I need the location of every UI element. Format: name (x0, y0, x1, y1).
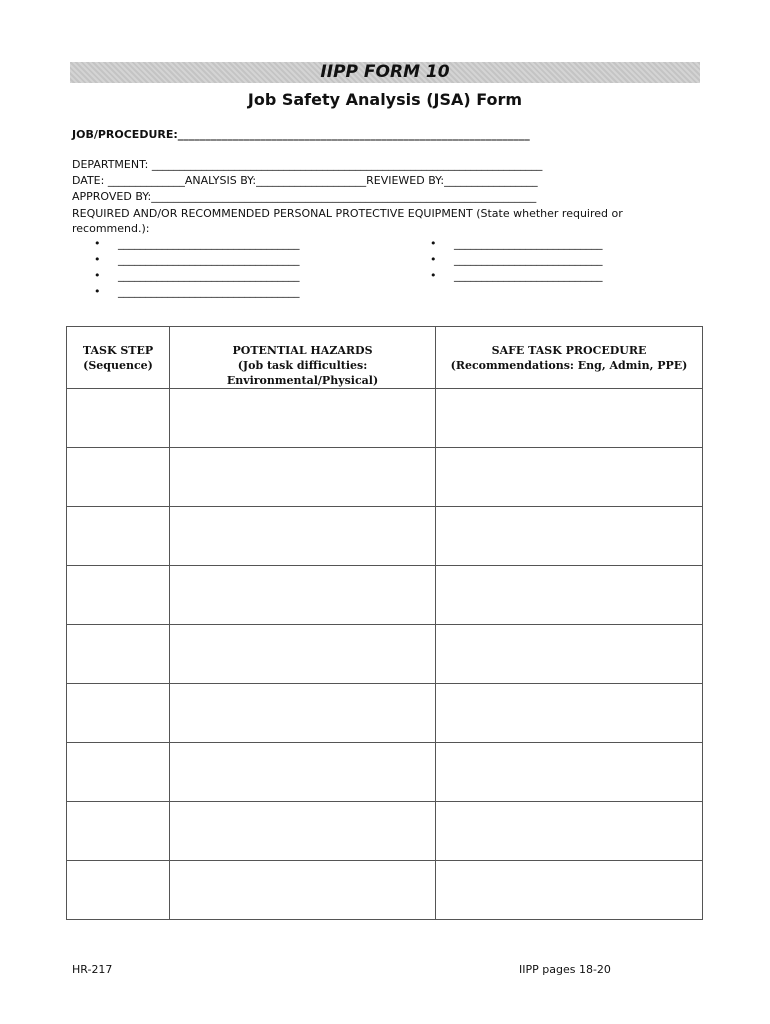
potential-hazards-cell[interactable] (170, 566, 436, 625)
column-header-safe-task-procedure (436, 327, 703, 389)
ppe-blank[interactable]: ___________________________ (454, 269, 603, 282)
ppe-blank[interactable]: _________________________________ (118, 285, 300, 298)
jsa-table (66, 326, 703, 920)
ppe-item[interactable] (408, 236, 603, 252)
form-title: Job Safety Analysis (JSA) Form (247, 90, 523, 109)
department-field[interactable]: DEPARTMENT: _______________________________________________________________________ (72, 158, 543, 171)
table-row (67, 684, 703, 743)
table-row (67, 625, 703, 684)
ppe-item[interactable] (72, 284, 300, 300)
task-step-cell[interactable] (67, 507, 170, 566)
ppe-item[interactable] (72, 268, 300, 284)
bullet-icon: • (94, 253, 101, 266)
ppe-instructions: REQUIRED AND/OR RECOMMENDED PERSONAL PROTECTIVE EQUIPMENT (State whether required or recommend.): (72, 207, 623, 235)
task-step-cell[interactable] (67, 625, 170, 684)
potential-hazards-cell[interactable] (170, 743, 436, 802)
ppe-blank[interactable]: _________________________________ (118, 269, 300, 282)
column-subtitle: (Recommendations: Eng, Admin, PPE) (450, 359, 688, 372)
safe-task-procedure-cell[interactable] (436, 566, 703, 625)
ppe-item[interactable] (408, 268, 603, 284)
potential-hazards-cell[interactable] (170, 802, 436, 861)
ppe-blank[interactable]: _________________________________ (118, 237, 300, 250)
column-header-task-step (67, 327, 170, 389)
task-step-cell[interactable] (67, 743, 170, 802)
task-step-cell[interactable] (67, 566, 170, 625)
potential-hazards-cell[interactable] (170, 389, 436, 448)
form-code: HR-217 (72, 963, 113, 976)
column-subtitle: (Job task difficulties: Environmental/Physical) (226, 359, 379, 387)
ppe-item[interactable] (408, 252, 603, 268)
ppe-blank[interactable]: _________________________________ (118, 253, 300, 266)
table-row (67, 448, 703, 507)
column-title: POTENTIAL HAZARDS (232, 344, 373, 357)
task-step-cell[interactable] (67, 389, 170, 448)
task-step-cell[interactable] (67, 861, 170, 920)
date-analysis-reviewed-field[interactable]: DATE: ______________ANALYSIS BY:____________________REVIEWED BY:_________________ (72, 174, 538, 187)
safe-task-procedure-cell[interactable] (436, 743, 703, 802)
task-step-cell[interactable] (67, 448, 170, 507)
bullet-icon: • (94, 237, 101, 250)
potential-hazards-cell[interactable] (170, 684, 436, 743)
ppe-list-left (72, 236, 300, 300)
ppe-list-right (408, 236, 603, 284)
safe-task-procedure-cell[interactable] (436, 389, 703, 448)
task-step-cell[interactable] (67, 802, 170, 861)
table-row (67, 389, 703, 448)
table-row (67, 802, 703, 861)
ppe-blank[interactable]: ___________________________ (454, 253, 603, 266)
page-reference: IIPP pages 18-20 (519, 963, 611, 976)
ppe-blank[interactable]: ___________________________ (454, 237, 603, 250)
potential-hazards-cell[interactable] (170, 625, 436, 684)
form-number-banner: IIPP FORM 10 (70, 62, 700, 83)
approved-by-field[interactable]: APPROVED BY:______________________________________________________________________ (72, 190, 537, 203)
bullet-icon: • (430, 253, 437, 266)
safe-task-procedure-cell[interactable] (436, 448, 703, 507)
task-step-cell[interactable] (67, 684, 170, 743)
potential-hazards-cell[interactable] (170, 448, 436, 507)
bullet-icon: • (430, 269, 437, 282)
bullet-icon: • (94, 269, 101, 282)
column-subtitle: (Sequence) (83, 359, 153, 372)
ppe-item[interactable] (72, 236, 300, 252)
safe-task-procedure-cell[interactable] (436, 507, 703, 566)
bullet-icon: • (430, 237, 437, 250)
potential-hazards-cell[interactable] (170, 507, 436, 566)
table-row (67, 743, 703, 802)
column-title: SAFE TASK PROCEDURE (491, 344, 647, 357)
column-title: TASK STEP (82, 344, 154, 357)
job-procedure-field[interactable]: JOB/PROCEDURE:________________________________________________________________ (72, 128, 530, 141)
safe-task-procedure-cell[interactable] (436, 861, 703, 920)
table-row (67, 507, 703, 566)
ppe-item[interactable] (72, 252, 300, 268)
bullet-icon: • (94, 285, 101, 298)
table-row (67, 861, 703, 920)
safe-task-procedure-cell[interactable] (436, 802, 703, 861)
safe-task-procedure-cell[interactable] (436, 625, 703, 684)
safe-task-procedure-cell[interactable] (436, 684, 703, 743)
column-header-potential-hazards (170, 327, 436, 389)
table-header-row (67, 327, 703, 389)
potential-hazards-cell[interactable] (170, 861, 436, 920)
table-row (67, 566, 703, 625)
